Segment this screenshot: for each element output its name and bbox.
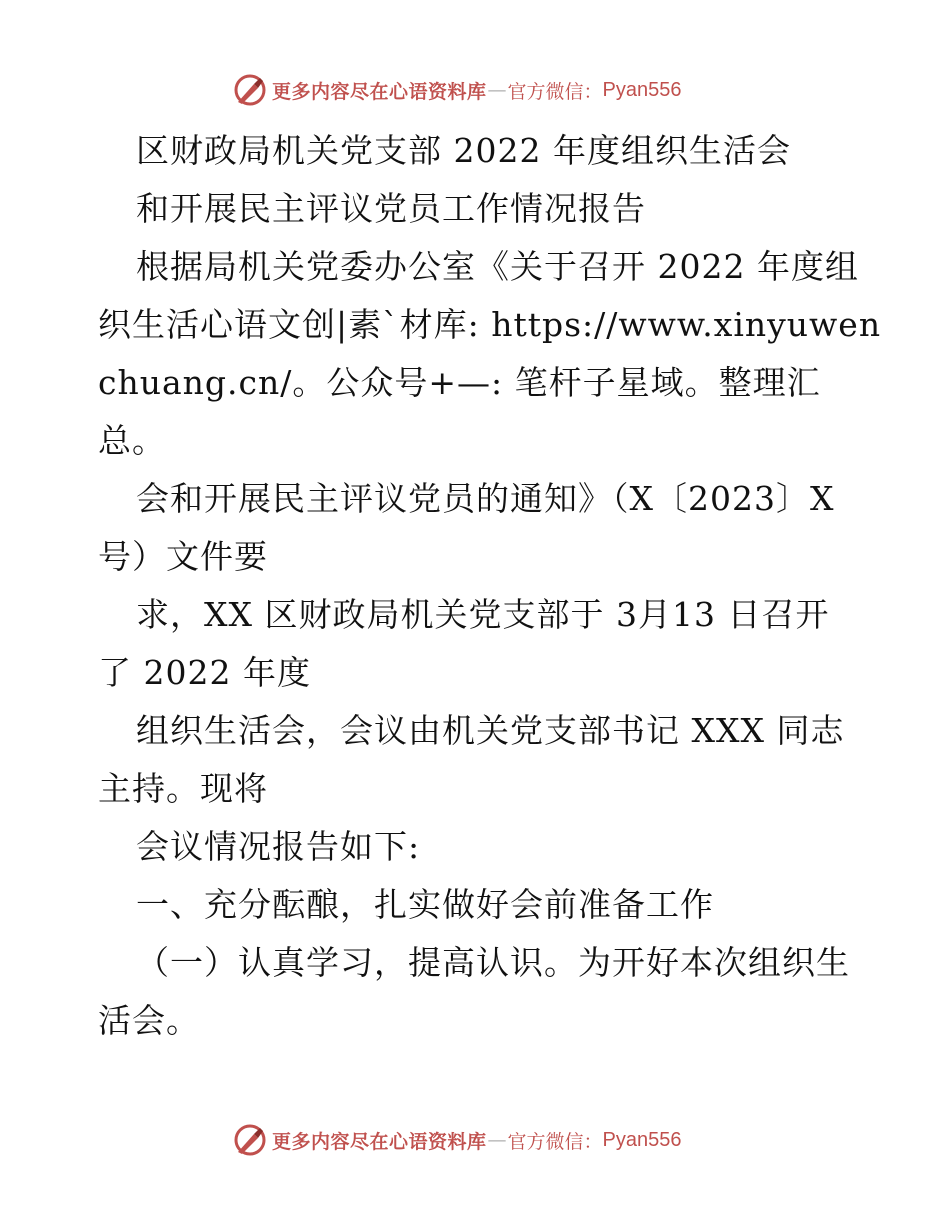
title-line-1: 区财政局机关党支部 2022 年度组织生活会	[136, 131, 791, 170]
pen-logo-icon	[232, 72, 268, 108]
paragraph-line: 了 2022 年度	[98, 653, 311, 692]
paragraph-line: 织生活心语文创|素`材库: https://www.xinyuwen	[98, 305, 882, 344]
paragraph-line: chuang.cn/。公众号+—: 笔杆子星域。整理汇	[98, 363, 821, 402]
paragraph-line: 主持。现将	[98, 769, 268, 808]
watermark-brand-text: 更多内容尽在心语资料库	[272, 1130, 487, 1153]
paragraph-line: 组织生活会，会议由机关党支部书记 XXX 同志	[136, 711, 845, 750]
subsection-heading: （一）认真学习，提高认识。为开好本次组织生	[136, 943, 850, 982]
paragraph-line: 求，XX 区财政局机关党支部于 3月13 日召开	[136, 595, 830, 634]
paragraph-line: 会和开展民主评议党员的通知》（X〔2023〕X	[136, 479, 835, 518]
paragraph-line: 总。	[98, 421, 166, 460]
watermark-brand-text: 更多内容尽在心语资料库	[272, 80, 487, 103]
document-body	[98, 122, 882, 1050]
watermark-wechat-label: 官方微信：	[507, 1130, 603, 1153]
header-watermark	[232, 70, 682, 110]
watermark-wechat-id: Pyan556	[602, 1128, 682, 1151]
title-line-2: 和开展民主评议党员工作情况报告	[136, 189, 646, 228]
section-heading: 一、充分酝酿，扎实做好会前准备工作	[136, 885, 714, 924]
paragraph-line: 会议情况报告如下:	[136, 827, 421, 866]
paragraph-line: 活会。	[98, 1001, 200, 1040]
paragraph-line: 根据局机关党委办公室《关于召开 2022 年度组	[136, 247, 859, 286]
pen-logo-icon	[232, 1122, 268, 1158]
watermark-wechat-id: Pyan556	[602, 78, 682, 101]
watermark-wechat-label: 官方微信：	[507, 80, 603, 103]
paragraph-line: 号）文件要	[98, 537, 268, 576]
watermark-separator: —	[487, 79, 507, 101]
footer-watermark	[232, 1120, 682, 1160]
watermark-separator: —	[487, 1129, 507, 1151]
